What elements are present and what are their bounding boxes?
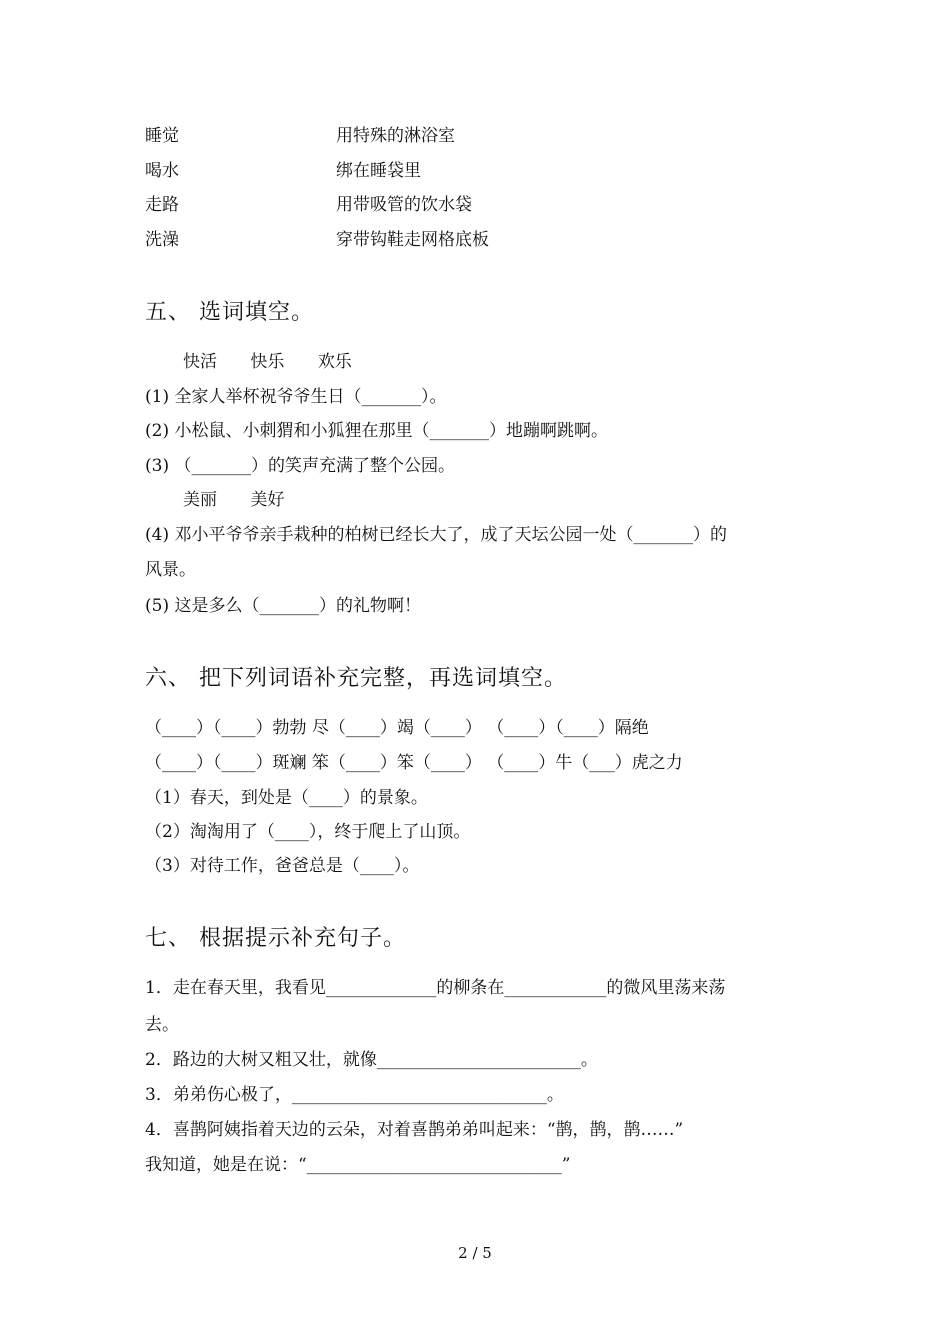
match-right-2: 绑在睡袋里 [336, 161, 421, 181]
word-bank-item: 美好 [250, 490, 285, 510]
s5-question-1: (1) 全家人举杯祝爷爷生日（_______）。 [145, 387, 447, 407]
s7-question-1: 1．走在春天里，我看见_____________的柳条在____________的微风里荡来荡 [145, 978, 726, 998]
section5-title: 五、 选词填空。 [145, 300, 314, 325]
s6-word-row-2: （____）（____）斑斓 笨（____）笨（____） （____）牛（___）虎之力 [145, 753, 683, 773]
match-left-1: 睡觉 [145, 126, 179, 146]
s6-question-2: （2）淘淘用了（____），终于爬上了山顶。 [145, 822, 471, 842]
match-left-3: 走路 [145, 195, 179, 215]
section7-title: 七、 根据提示补充句子。 [145, 926, 406, 951]
match-right-4: 穿带钩鞋走网格底板 [336, 230, 489, 250]
word-bank-a [183, 347, 380, 372]
s5-question-4: (4) 邓小平爷爷亲手栽种的柏树已经长大了，成了天坛公园一处（_______）的 [145, 525, 727, 545]
s7-question-4: 4．喜鹊阿姨指着天边的云朵，对着喜鹊弟弟叫起来：“鹊，鹊，鹊……” [145, 1120, 684, 1140]
word-bank-item: 快乐 [250, 352, 285, 372]
s5-question-2: (2) 小松鼠、小刺猬和小狐狸在那里（_______）地蹦啊跳啊。 [145, 421, 608, 441]
s7-question-3: 3．弟弟伤心极了，______________________________。 [145, 1085, 564, 1105]
s6-question-3: （3）对待工作，爸爸总是（____）。 [145, 856, 420, 876]
word-bank-item: 欢乐 [317, 352, 352, 372]
match-right-3: 用带吸管的饮水袋 [336, 195, 472, 215]
s6-word-row-1: （____）（____）勃勃 尽（____）竭（____） （____）（____）隔绝 [145, 718, 649, 738]
match-right-1: 用特殊的淋浴室 [336, 126, 455, 146]
word-bank-b [183, 485, 312, 510]
s5-question-4-cont: 风景。 [145, 560, 196, 580]
page-number: 2 / 5 [458, 1244, 492, 1262]
s6-question-1: （1）春天，到处是（____）的景象。 [145, 788, 428, 808]
word-bank-item: 快活 [183, 352, 217, 372]
section6-title: 六、 把下列词语补充完整，再选词填空。 [145, 666, 567, 691]
s5-question-5: (5) 这是多么（_______）的礼物啊！ [145, 596, 421, 616]
s7-question-4-cont: 我知道，她是在说：“______________________________” [145, 1155, 571, 1175]
s7-question-2: 2．路边的大树又粗又壮，就像________________________。 [145, 1050, 598, 1070]
s5-question-3: (3) （_______）的笑声充满了整个公园。 [145, 456, 455, 476]
match-left-2: 喝水 [145, 161, 179, 181]
word-bank-item: 美丽 [183, 490, 217, 510]
s7-question-1-cont: 去。 [145, 1015, 179, 1035]
match-left-4: 洗澡 [145, 230, 179, 250]
